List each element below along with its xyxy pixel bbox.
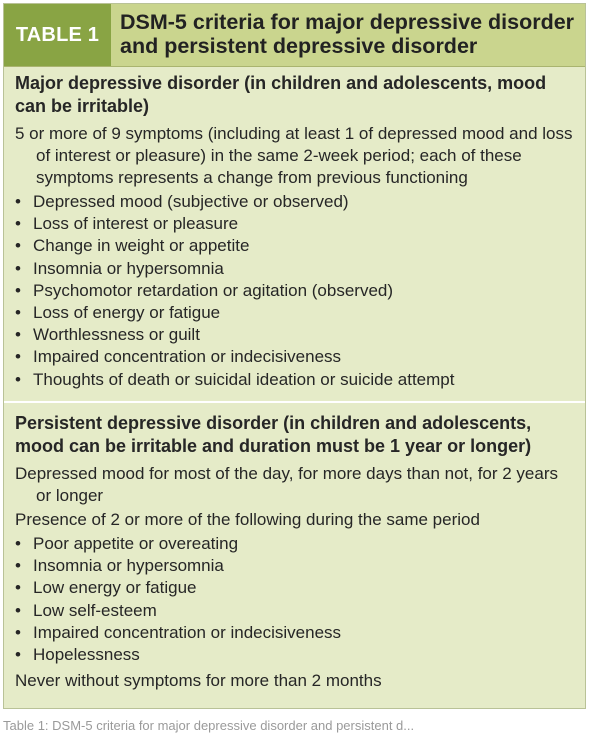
criteria-table bbox=[3, 3, 586, 709]
bullet-icon: • bbox=[15, 578, 21, 598]
list-item-text: Worthlessness or guilt bbox=[33, 325, 200, 345]
bullet-icon: • bbox=[15, 303, 21, 323]
list-item-text: Impaired concentration or indecisiveness bbox=[33, 347, 342, 367]
list-item-text: Impaired concentration or indecisiveness bbox=[33, 622, 342, 642]
section-persistent-depressive-disorder bbox=[15, 412, 577, 694]
table-label: TABLE 1 bbox=[4, 4, 111, 66]
list-item-text: Insomnia or hypersomnia bbox=[33, 556, 224, 576]
list-item bbox=[15, 600, 577, 622]
list-item bbox=[15, 324, 577, 346]
list-item-text: Depressed mood (subjective or observed) bbox=[33, 192, 349, 211]
list-item-text: Thoughts of death or suicidal ideation or suicide attempt bbox=[33, 369, 455, 389]
bullet-icon: • bbox=[15, 369, 21, 389]
list-item-text: Low self-esteem bbox=[33, 600, 157, 620]
criteria-paragraph: Never without symptoms for more than 2 months bbox=[15, 671, 382, 691]
list-item bbox=[15, 235, 577, 257]
list-item bbox=[15, 622, 577, 644]
list-item-text: Loss of interest or pleasure bbox=[33, 214, 239, 234]
list-item-text: Hopelessness bbox=[33, 645, 140, 665]
bullet-icon: • bbox=[15, 556, 21, 576]
bullet-icon: • bbox=[15, 645, 21, 665]
criteria-paragraph: 5 or more of 9 symptoms (including at least 1 of depressed mood and loss of interest or pleasure) in the same 2-week period; each of these symptoms represents a change from previous functioning bbox=[15, 124, 573, 187]
list-item bbox=[15, 577, 577, 599]
bullet-icon: • bbox=[15, 325, 21, 345]
list-item-text: Poor appetite or overeating bbox=[33, 534, 239, 553]
list-item bbox=[15, 191, 577, 213]
list-item bbox=[15, 644, 577, 666]
table-header bbox=[4, 4, 585, 67]
bullet-icon: • bbox=[15, 600, 21, 620]
table-title: DSM-5 criteria for major depressive disorder and persistent depressive disorder bbox=[120, 10, 575, 58]
image-caption: Table 1: DSM-5 criteria for major depressive disorder and persistent d... bbox=[3, 718, 415, 733]
section-divider bbox=[4, 401, 585, 403]
list-item bbox=[15, 369, 577, 391]
section-major-depressive-disorder bbox=[15, 72, 577, 391]
bullet-icon: • bbox=[15, 534, 21, 553]
list-item bbox=[15, 533, 577, 555]
list-item bbox=[15, 213, 577, 235]
list-item-text: Psychomotor retardation or agitation (observed) bbox=[33, 280, 394, 300]
bullet-icon: • bbox=[15, 192, 21, 211]
list-item bbox=[15, 280, 577, 302]
list-item-text: Low energy or fatigue bbox=[33, 578, 197, 598]
criteria-paragraph: Depressed mood for most of the day, for more days than not, for 2 years or longer bbox=[15, 464, 559, 505]
list-item-text: Loss of energy or fatigue bbox=[33, 303, 221, 323]
bullet-icon: • bbox=[15, 280, 21, 300]
section-heading: Major depressive disorder (in children and adolescents, mood can be irritable) bbox=[15, 73, 547, 116]
list-item bbox=[15, 555, 577, 577]
section-heading: Persistent depressive disorder (in children and adolescents, mood can be irritable and duration must be 1 year or longer) bbox=[15, 413, 532, 456]
list-item-text: Insomnia or hypersomnia bbox=[33, 258, 224, 278]
symptom-list bbox=[15, 533, 577, 666]
criteria-paragraph: Presence of 2 or more of the following during the same period bbox=[15, 510, 480, 529]
list-item-text: Change in weight or appetite bbox=[33, 236, 250, 256]
bullet-icon: • bbox=[15, 622, 21, 642]
bullet-icon: • bbox=[15, 347, 21, 367]
list-item bbox=[15, 346, 577, 368]
list-item bbox=[15, 258, 577, 280]
bullet-icon: • bbox=[15, 258, 21, 278]
symptom-list bbox=[15, 191, 577, 391]
list-item bbox=[15, 302, 577, 324]
bullet-icon: • bbox=[15, 214, 21, 234]
bullet-icon: • bbox=[15, 236, 21, 256]
